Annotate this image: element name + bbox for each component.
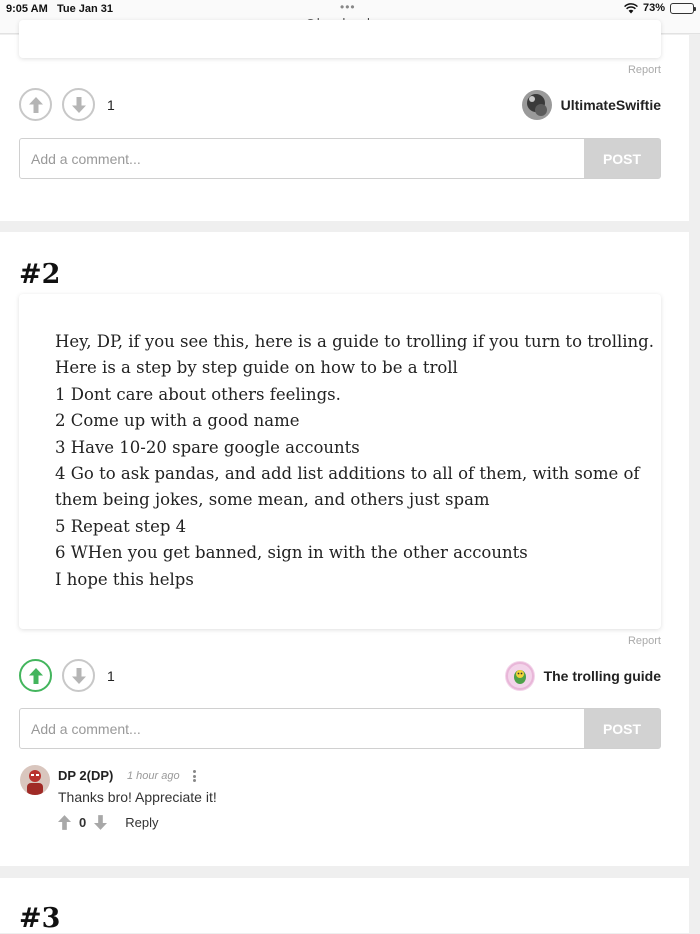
reply-time: 1 hour ago — [127, 770, 180, 782]
downvote-icon — [72, 97, 86, 113]
tabs-dots[interactable]: ••• — [340, 0, 356, 14]
avatar — [505, 661, 535, 691]
post-line: Hey, DP, if you see this, here is a guide to trolling if you turn to trolling. — [55, 332, 654, 351]
comment-input[interactable] — [20, 709, 584, 748]
reply-avatar[interactable] — [20, 765, 50, 795]
author-name: UltimateSwiftie — [560, 97, 661, 113]
post-card-3 — [0, 878, 689, 933]
downvote-button[interactable] — [62, 659, 95, 692]
battery-icon — [670, 3, 694, 14]
report-link[interactable]: Report — [627, 64, 661, 76]
post-line: 5 Repeat step 4 — [55, 516, 187, 536]
post-2-content-box — [19, 294, 661, 629]
post-line: them being jokes, some mean, and others just spam — [55, 490, 490, 510]
post-line: 3 Have 10-20 spare google accounts — [55, 437, 360, 457]
post-rank: #2 — [19, 259, 61, 290]
reply-actions — [58, 815, 158, 830]
report-link[interactable]: Report — [627, 635, 661, 647]
battery-percent: 73% — [642, 2, 665, 14]
post-rank: #3 — [19, 903, 61, 934]
comment-form — [19, 708, 661, 749]
reply-text: Thanks bro! Appreciate it! — [58, 789, 217, 805]
reply-button[interactable]: Reply — [125, 815, 159, 830]
author[interactable] — [505, 661, 661, 691]
upvote-icon — [29, 668, 43, 684]
post-line: 4 Go to ask pandas, and add list additions to all of them, with some of — [55, 464, 640, 484]
post-line: 6 WHen you get banned, sign in with the other accounts — [55, 543, 528, 563]
post-line: 2 Come up with a good name — [55, 411, 300, 431]
reply-author[interactable]: DP 2(DP) — [58, 768, 114, 783]
upvote-icon[interactable] — [58, 815, 71, 830]
reply-vote-count: 0 — [79, 815, 87, 830]
post-line: I hope this helps — [55, 569, 194, 589]
status-indicators — [624, 2, 694, 14]
author[interactable] — [522, 90, 661, 120]
vote-count: 1 — [107, 97, 115, 113]
downvote-button[interactable] — [62, 88, 95, 121]
post-button[interactable]: POST — [584, 709, 660, 748]
post-text — [55, 329, 654, 593]
upvote-button[interactable] — [19, 88, 52, 121]
author-name: The trolling guide — [543, 668, 661, 684]
upvote-button[interactable] — [19, 659, 52, 692]
comment-input[interactable] — [20, 139, 584, 178]
post-line: 1 Dont care about others feelings. — [55, 384, 341, 404]
status-time: 9:05 AM — [6, 3, 48, 15]
downvote-icon[interactable] — [94, 815, 107, 830]
wifi-icon — [624, 3, 638, 14]
avatar — [522, 90, 552, 120]
post-line: Here is a step by step guide on how to be a troll — [55, 358, 458, 378]
vote-count: 1 — [107, 668, 115, 684]
post-1-content-box — [19, 20, 661, 58]
post-card-1 — [0, 35, 689, 221]
kebab-icon[interactable] — [190, 768, 198, 784]
status-date: Tue Jan 31 — [57, 3, 114, 15]
upvote-icon — [29, 97, 43, 113]
comment-form — [19, 138, 661, 179]
downvote-icon — [72, 668, 86, 684]
post-button[interactable]: POST — [584, 139, 660, 178]
